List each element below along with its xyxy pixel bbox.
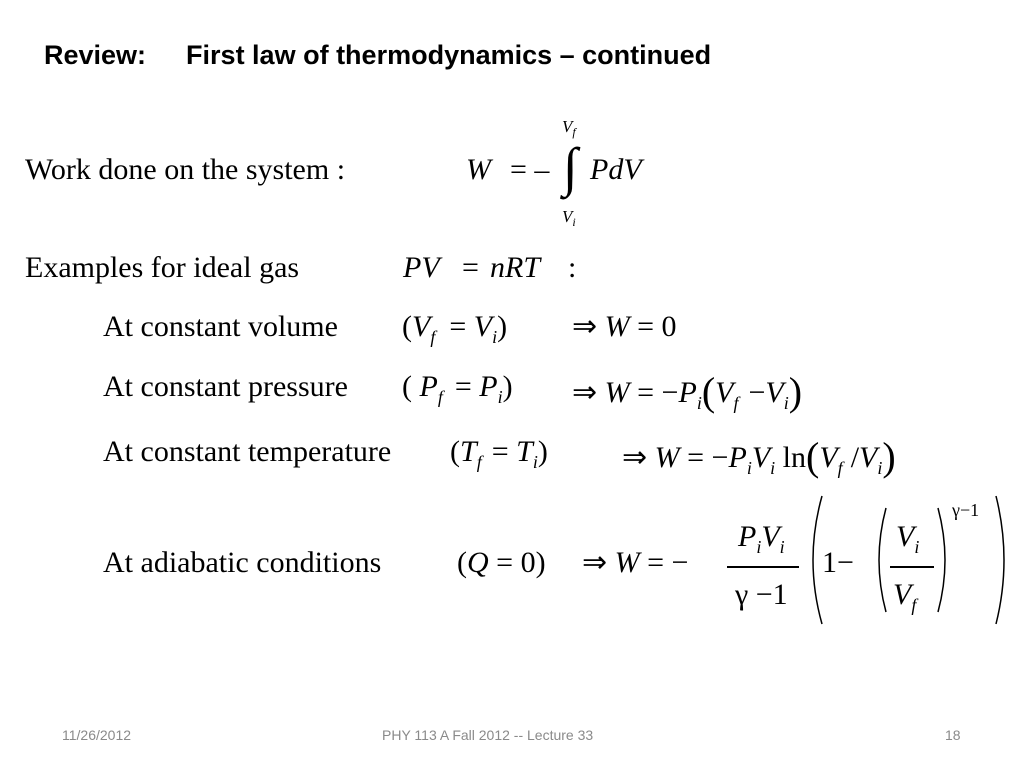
work-lhs: W [466, 153, 491, 186]
pressure-result: ⇒ $W = -P_i(V_f -V_i)$ [572, 369, 803, 414]
ideal-gas-eq: = [462, 251, 479, 284]
one-minus: 1− [822, 546, 854, 579]
integrand: PdV [590, 153, 642, 186]
volume-result: ⇒ W = 0 [572, 310, 677, 343]
adiabatic-label: At adiabatic conditions [103, 546, 382, 579]
ideal-gas-rhs: nRT [490, 251, 541, 284]
title-review: Review: [44, 40, 147, 70]
fraction-bar [727, 566, 799, 568]
work-label: Work done on the system : [25, 153, 346, 186]
ideal-gas-lhs: PV [403, 251, 440, 284]
examples-label: Examples for ideal gas [25, 251, 300, 284]
work-eq: = – [510, 153, 550, 186]
pressure-label: At constant pressure [103, 370, 348, 403]
footer-page-number: 18 [945, 727, 961, 743]
volume-label: At constant volume [103, 310, 338, 343]
title-text: First law of thermodynamics – continued [186, 40, 712, 70]
volume-condition: $(V_f = V_i)$ [402, 310, 508, 347]
fraction-denominator: γ −1 [735, 578, 788, 611]
exponent: γ−1 [952, 500, 980, 520]
integral-sign: ∫ [563, 137, 578, 197]
temperature-result: ⇒ $W = -P_iV_i$ $\ln(V_f$ $/V_i$) [622, 434, 896, 479]
ideal-gas-colon: : [568, 251, 577, 284]
footer-date: 11/26/2012 [62, 727, 132, 743]
ratio-numerator: $V_i$ [896, 520, 920, 557]
footer-course: PHY 113 A Fall 2012 -- Lecture 33 [382, 727, 594, 743]
ratio-denominator: $V_f$ [893, 578, 917, 615]
pressure-condition: ( $P_f = P_i$) [402, 370, 513, 407]
fraction-numerator: $P_iV_i$ [738, 520, 785, 557]
integral-lower-limit: $V_i$ [562, 207, 576, 229]
temperature-label: At constant temperature [103, 435, 392, 468]
adiabatic-condition: (Q = 0) [457, 546, 546, 579]
ratio-bar [890, 566, 934, 568]
slide-title [44, 40, 711, 71]
integral-upper-limit: $V_f$ [562, 117, 576, 139]
adiabatic-result-lhs: ⇒ W = − [582, 546, 689, 579]
temperature-condition: $(T_f = T_i)$ [450, 435, 548, 472]
